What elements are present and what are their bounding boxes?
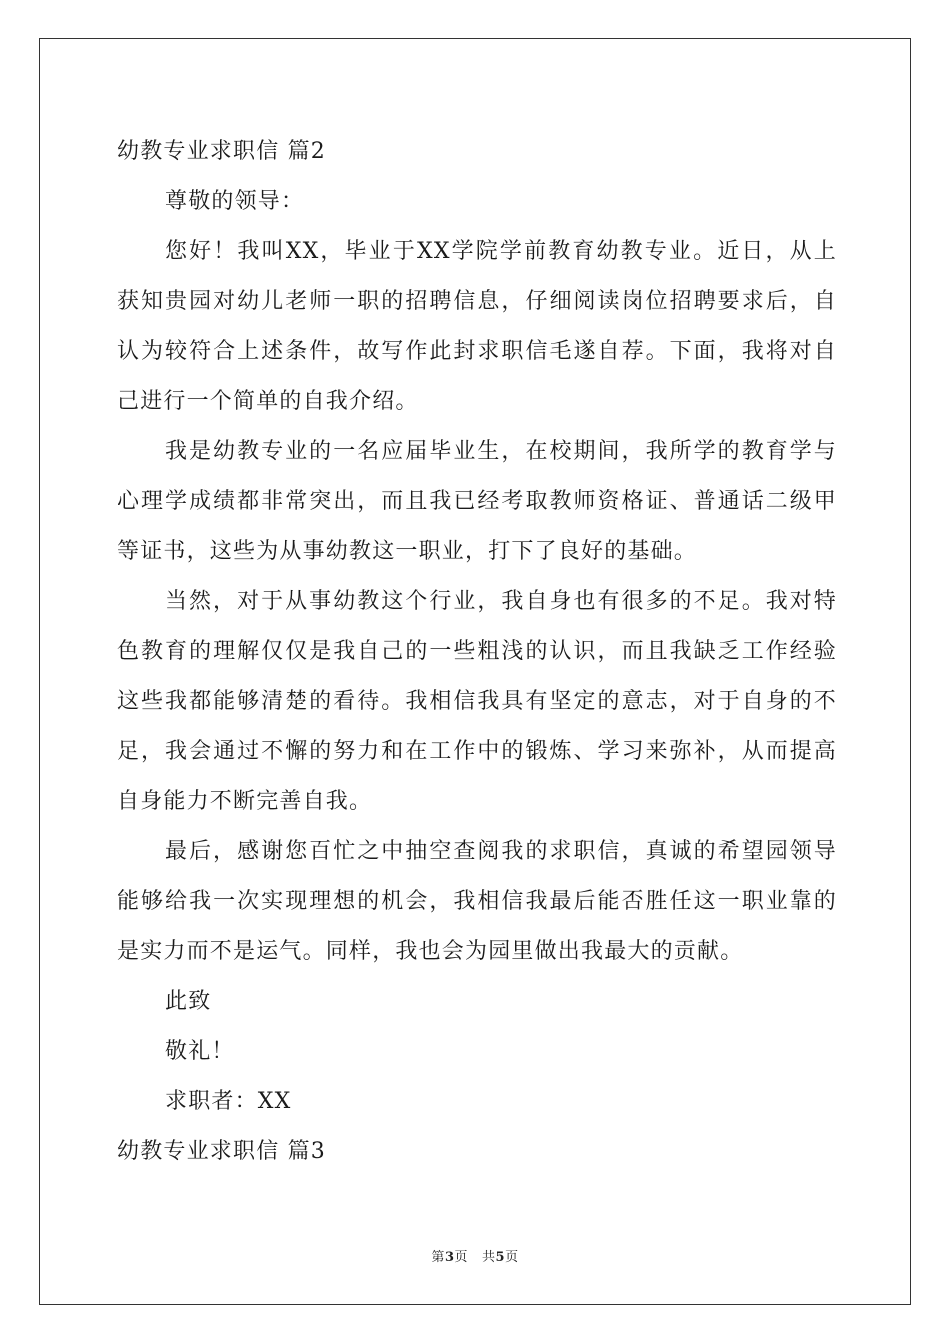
total-suffix: 页 xyxy=(505,1250,519,1265)
page-footer xyxy=(0,1246,950,1265)
text-line: 最后，感谢您百忙之中抽空查阅我的求职信，真诚的希望园领导 xyxy=(165,839,837,864)
page-current: 3 xyxy=(444,1250,455,1265)
text-line: 能够给我一次实现理想的机会，我相信我最后能否胜任这一职业靠的 xyxy=(117,889,837,914)
text-line: 色教育的理解仅仅是我自己的一些粗浅的认识，而且我缺乏工作经验 xyxy=(117,639,837,664)
text-line: 这些我都能够清楚的看待。我相信我具有坚定的意志，对于自身的不 xyxy=(117,689,837,714)
text-line: 幼教专业求职信 篇2 xyxy=(117,139,326,164)
text-line: 求职者：XX xyxy=(165,1089,292,1114)
text-line: 尊敬的领导： xyxy=(165,189,305,214)
text-line: 幼教专业求职信 篇3 xyxy=(117,1139,326,1164)
document-body xyxy=(117,127,837,1177)
text-line: 敬礼！ xyxy=(165,1039,235,1064)
page-prefix: 第 xyxy=(431,1250,445,1265)
text-line: 是实力而不是运气。同样，我也会为园里做出我最大的贡献。 xyxy=(117,939,744,964)
page-suffix: 页 xyxy=(454,1250,468,1265)
text-line: 认为较符合上述条件，故写作此封求职信毛遂自荐。下面，我将对自 xyxy=(117,339,837,364)
text-line: 等证书，这些为从事幼教这一职业，打下了良好的基础。 xyxy=(117,539,698,564)
text-line: 当然，对于从事幼教这个行业，我自身也有很多的不足。我对特 xyxy=(165,589,837,614)
text-line: 我是幼教专业的一名应届毕业生，在校期间，我所学的教育学与 xyxy=(165,439,837,464)
text-line: 心理学成绩都非常突出，而且我已经考取教师资格证、普通话二级甲 xyxy=(117,489,837,514)
text-line: 您好！我叫XX，毕业于XX学院学前教育幼教专业。近日，从上 xyxy=(165,239,837,264)
page-total: 5 xyxy=(495,1250,506,1265)
text-line: 自身能力不断完善自我。 xyxy=(117,789,373,814)
text-line: 足，我会通过不懈的努力和在工作中的锻炼、学习来弥补，从而提高 xyxy=(117,739,837,764)
total-prefix: 共 xyxy=(482,1250,496,1265)
text-line: 获知贵园对幼儿老师一职的招聘信息，仔细阅读岗位招聘要求后，自 xyxy=(117,289,837,314)
text-line: 此致 xyxy=(165,989,212,1014)
text-line: 己进行一个简单的自我介绍。 xyxy=(117,389,419,414)
